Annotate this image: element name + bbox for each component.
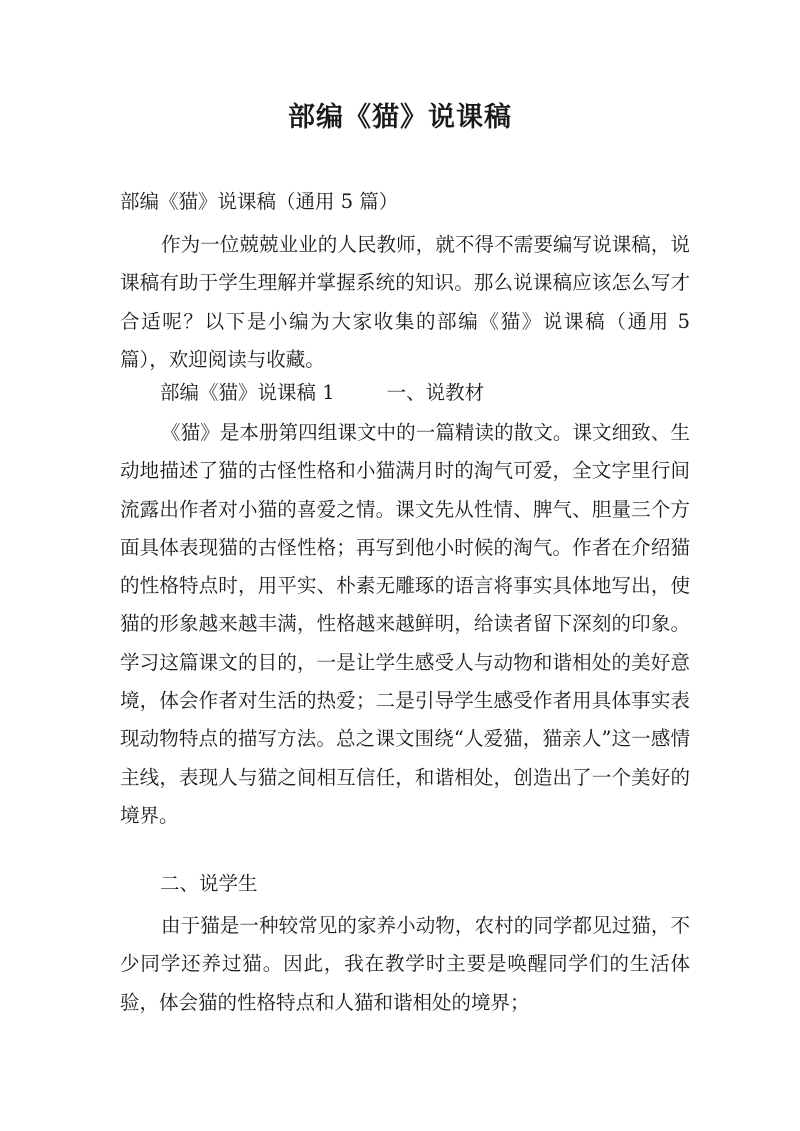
section1-heading-line xyxy=(160,379,484,407)
section2-body-paragraph: 由于猫是一种较常见的家养小动物，农村的同学都见过猫，不少同学还养过猫。因此，我在教学时主要是唤醒同学们的生活体验，体会猫的性格特点和人猫和谐相处的境界； xyxy=(120,914,690,1014)
intro-paragraph: 作为一位兢兢业业的人民教师，就不得不需要编写说课稿，说课稿有助于学生理解并掌握系统的知识。那么说课稿应该怎么写才合适呢？以下是小编为大家收集的部编《猫》说课稿（通用 5 篇），欢迎阅读与收藏。 xyxy=(120,233,690,371)
section1-heading: 部编《猫》说课稿 1 xyxy=(160,381,335,404)
section2-heading: 二、说学生 xyxy=(160,872,258,895)
section1-body-paragraph: 《猫》是本册第四组课文中的一篇精读的散文。课文细致、生动地描述了猫的古怪性格和小猫满月时的淘气可爱，全文字里行间流露出作者对小猫的喜爱之情。课文先从性情、脾气、胆量三个方面具体表现猫的古怪性格；再写到他小时候的淘气。作者在介绍猫的性格特点时，用平实、朴素无雕琢的语言将事实具体地写出，使猫的形象越来越丰满，性格越来越鲜明，给读者留下深刻的印象。学习这篇课文的目的，一是让学生感受人与动物和谐相处的美好意境，体会作者对生活的热爱；二是引导学生感受作者用具体事实表现动物特点的描写方法。总之课文围绕“人爱猫，猫亲人”这一感情主线，表现人与猫之间相互信任，和谐相处，创造出了一个美好的境界。 xyxy=(120,421,690,827)
document-subtitle: 部编《猫》说课稿（通用 5 篇） xyxy=(120,190,399,213)
document-title: 部编《猫》说课稿 xyxy=(288,102,512,133)
section1-subheading: 一、说教材 xyxy=(386,381,485,404)
